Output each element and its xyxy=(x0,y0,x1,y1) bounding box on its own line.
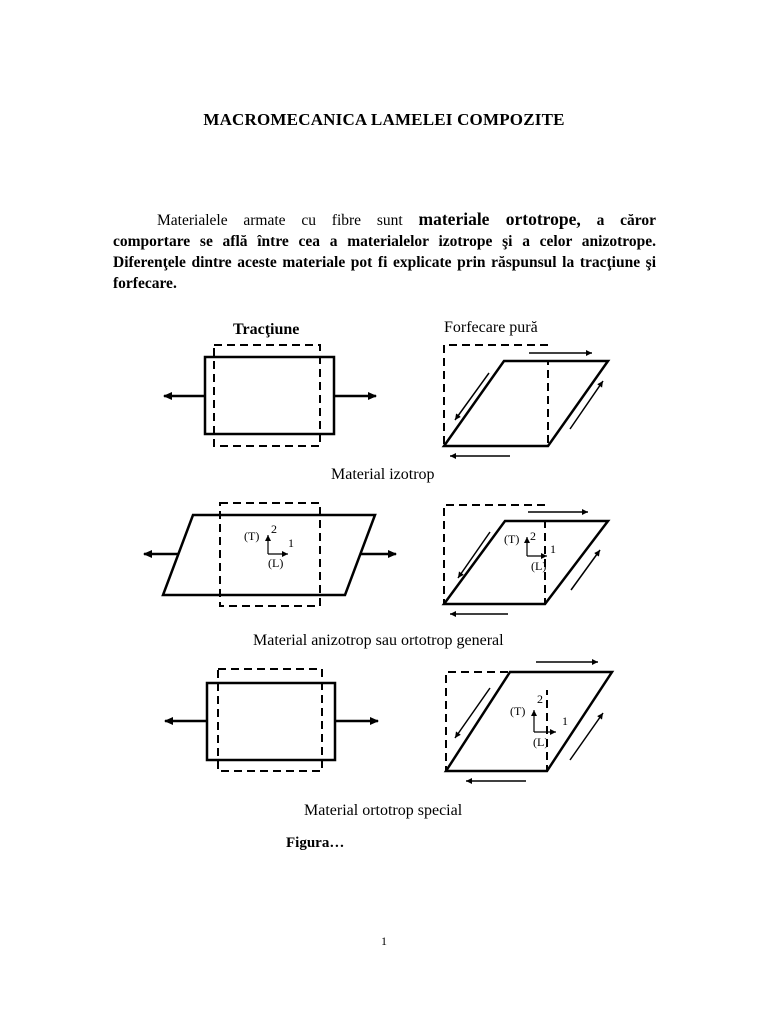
axis-2-label: 2 xyxy=(530,529,536,543)
shear-arrow-right xyxy=(571,550,600,590)
anisotropic-shear-diagram xyxy=(444,505,608,614)
axis-2-label: 2 xyxy=(537,692,543,706)
anisotropic-traction-diagram xyxy=(144,503,396,606)
special-orthotropic-shear-diagram xyxy=(446,662,612,781)
traction-column-header: Tracţiune xyxy=(233,321,300,338)
paragraph-lead: Materialele armate cu fibre sunt xyxy=(157,212,403,229)
sheared-parallelogram xyxy=(163,515,375,595)
paragraph-emphasis: materiale ortotrope, xyxy=(418,209,581,229)
sheared-parallelogram xyxy=(444,361,608,446)
isotropic-caption: Material izotrop xyxy=(331,466,435,483)
axis-l-label: (L) xyxy=(268,556,284,570)
axis-l-label: (L) xyxy=(531,559,547,573)
deformed-rectangle xyxy=(214,345,320,446)
axis-l-label: (L) xyxy=(533,735,549,749)
document-title: MACROMECANICA LAMELEI COMPOZITE xyxy=(203,110,565,129)
isotropic-traction-diagram xyxy=(164,345,376,446)
special-orthotropic-caption: Material ortotrop special xyxy=(304,802,463,819)
axis-2-label: 2 xyxy=(271,522,277,536)
shear-arrow-left xyxy=(458,532,490,578)
anisotropic-caption: Material anizotrop sau ortotrop general xyxy=(253,632,504,649)
sheared-parallelogram xyxy=(446,672,612,771)
axis-1-label: 1 xyxy=(288,536,294,550)
paragraph-rest: comportare se află între cea a materialelor izotrope şi a celor anizotrope. Diferenţele dintre aceste materiale pot fi explicate prin răspunsul la tracţiune şi forfecare. xyxy=(113,233,656,292)
deformed-rectangle xyxy=(218,669,322,771)
shear-column-header: Forfecare pură xyxy=(444,319,538,336)
page-number: 1 xyxy=(381,934,387,948)
axis-1-label: 1 xyxy=(550,542,556,556)
special-orthotropic-traction-diagram xyxy=(165,669,378,771)
isotropic-shear-diagram xyxy=(444,345,608,456)
paragraph-line1-rest: a căror xyxy=(596,212,656,229)
axis-t-label: (T) xyxy=(244,529,260,543)
axis-t-label: (T) xyxy=(504,532,520,546)
shear-arrow-right xyxy=(570,713,603,760)
initial-rectangle xyxy=(205,357,334,434)
shear-arrow-left xyxy=(455,373,489,420)
figure-label: Figura… xyxy=(286,835,345,851)
initial-rectangle xyxy=(207,683,335,760)
axis-1-label: 1 xyxy=(562,714,568,728)
axis-t-label: (T) xyxy=(510,704,526,718)
initial-square xyxy=(446,672,547,771)
shear-arrow-right xyxy=(570,381,603,429)
